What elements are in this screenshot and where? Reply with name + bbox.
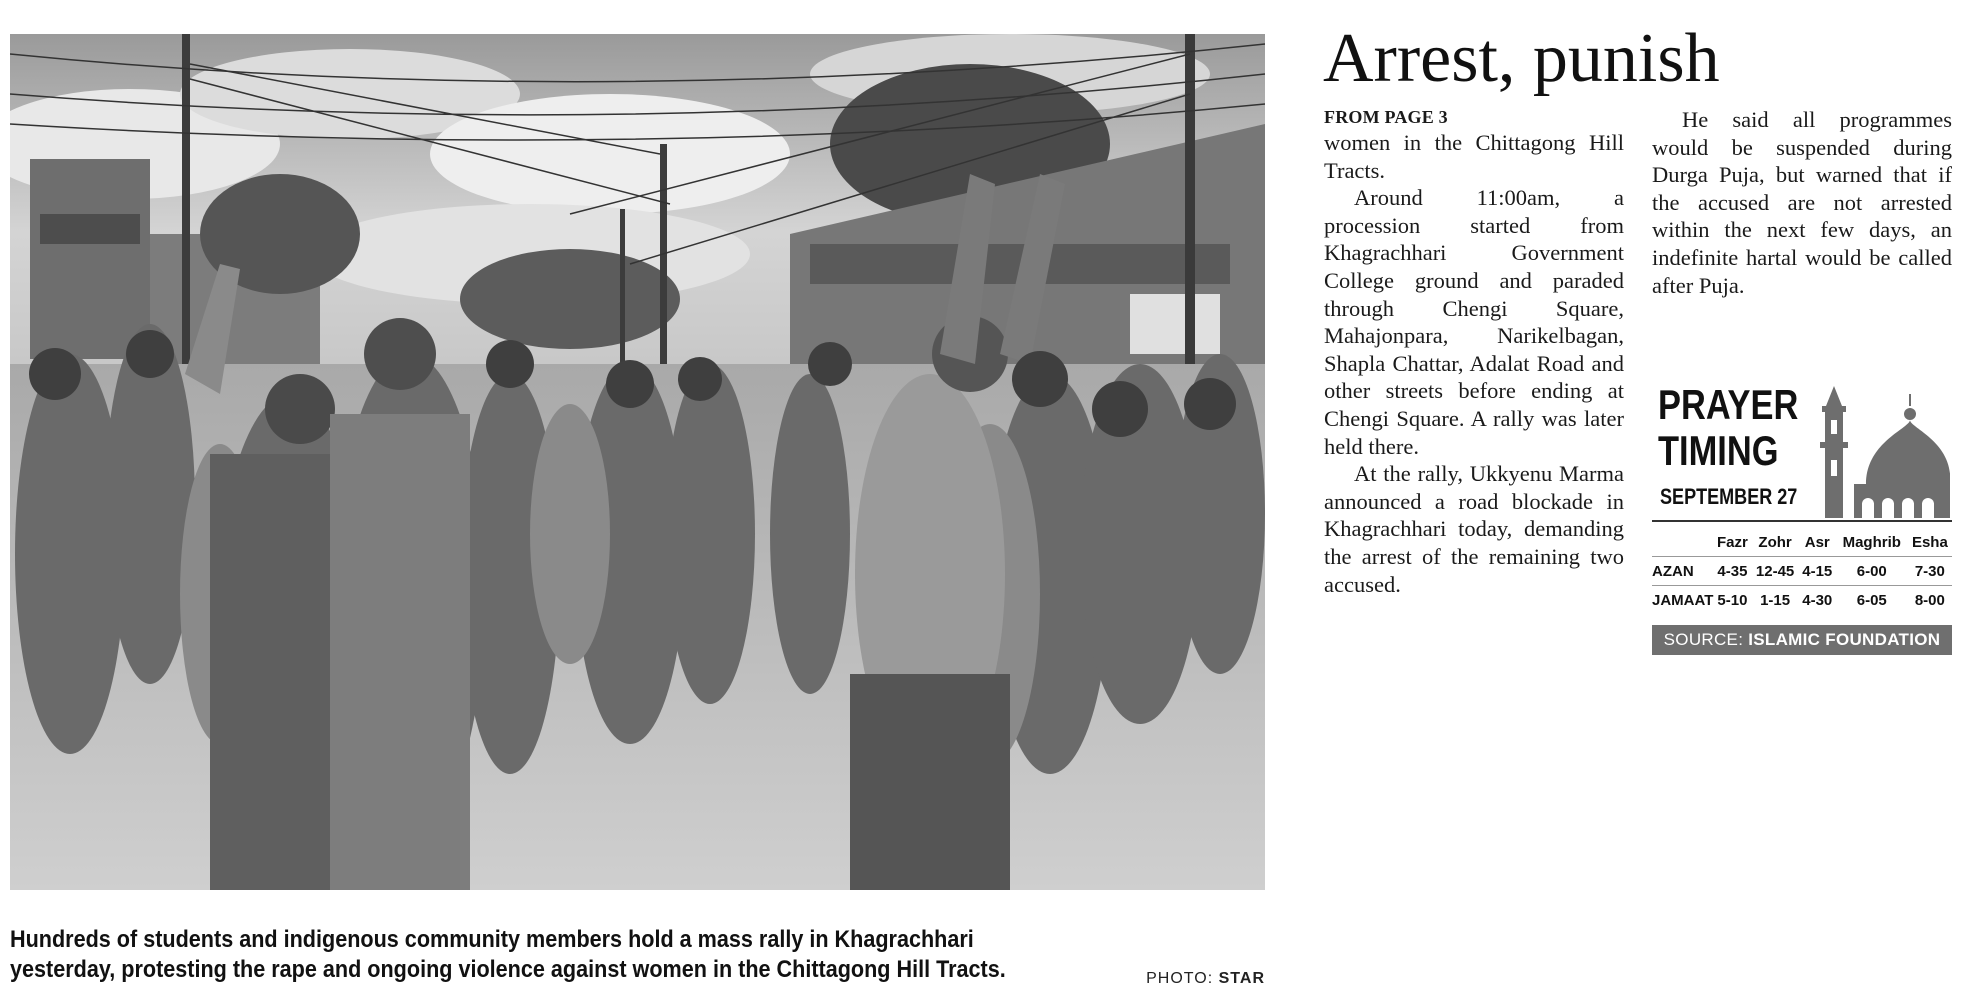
- prayer-date: SEPTEMBER 27: [1660, 484, 1798, 509]
- article-paragraph: Around 11:00am, a procession started from Khagrachhari Government College ground and paraded through Chengi Square, Mahajonpara, Narikelbagan, Shapla Chattar, Adalat Road and other streets before ending at Chengi Square. A rally was later held there.: [1324, 185, 1624, 459]
- prayer-col-fazr: Fazr: [1716, 533, 1748, 551]
- prayer-time: 7-30: [1908, 557, 1952, 586]
- article-paragraph: At the rally, Ukkyenu Marma announced a road blockade in Khagrachhari today, demanding the arrest of the remaining two accused.: [1324, 461, 1624, 597]
- article-column-1: [1324, 106, 1624, 598]
- prayer-title: [1658, 382, 1798, 474]
- prayer-header-row: [1652, 528, 1952, 557]
- prayer-timing-box: [1652, 378, 1952, 658]
- prayer-time: 4-35: [1713, 557, 1751, 586]
- prayer-time: 4-15: [1799, 557, 1836, 586]
- article-headline: Arrest, punish: [1323, 20, 1720, 97]
- prayer-time: 8-00: [1908, 586, 1952, 615]
- prayer-time: 1-15: [1751, 586, 1798, 615]
- prayer-time: 5-10: [1713, 586, 1751, 615]
- prayer-source-name: ISLAMIC FOUNDATION: [1748, 630, 1941, 649]
- prayer-col-maghrib: Maghrib: [1842, 533, 1901, 551]
- prayer-time: 12-45: [1751, 557, 1798, 586]
- prayer-col-esha: Esha: [1911, 533, 1948, 551]
- prayer-time: 4-30: [1799, 586, 1836, 615]
- photo-credit-prefix: PHOTO:: [1146, 970, 1214, 987]
- article-paragraph: He said all programmes would be suspended during Durga Puja, but warned that if the accused are not arrested within the next few days, an indefinite hartal would be called after Puja.: [1652, 107, 1952, 298]
- photo-credit: [1146, 970, 1265, 988]
- photo-caption: Hundreds of students and indigenous community members hold a mass rally in Khagrachhari yesterday, protesting the rape and ongoing violence against women in the Chittagong Hill Tracts.: [10, 926, 1006, 983]
- prayer-time: 6-00: [1836, 557, 1908, 586]
- prayer-divider: [1652, 520, 1952, 522]
- prayer-title-line1: PRAYER: [1658, 381, 1799, 428]
- prayer-source-bar: [1652, 625, 1952, 655]
- mosque-icon: [1814, 384, 1950, 520]
- news-photo: [10, 34, 1265, 890]
- prayer-source-prefix: SOURCE:: [1663, 630, 1744, 649]
- prayer-col-asr: Asr: [1804, 533, 1830, 551]
- prayer-row-label: AZAN: [1652, 557, 1713, 586]
- article-paragraph: women in the Chittagong Hill Tracts.: [1324, 130, 1624, 183]
- prayer-row-label: JAMAAT: [1652, 586, 1713, 615]
- prayer-title-line2: TIMING: [1658, 427, 1779, 474]
- prayer-table: [1652, 528, 1952, 614]
- prayer-col-zohr: Zohr: [1758, 533, 1792, 551]
- prayer-row-azan: [1652, 557, 1952, 586]
- from-page-label: FROM PAGE 3: [1324, 107, 1448, 127]
- photo-credit-source: STAR: [1218, 970, 1265, 987]
- prayer-row-jamaat: [1652, 586, 1952, 615]
- prayer-header-blank: [1652, 528, 1713, 557]
- article-column-2: [1652, 106, 1952, 299]
- prayer-time: 6-05: [1836, 586, 1908, 615]
